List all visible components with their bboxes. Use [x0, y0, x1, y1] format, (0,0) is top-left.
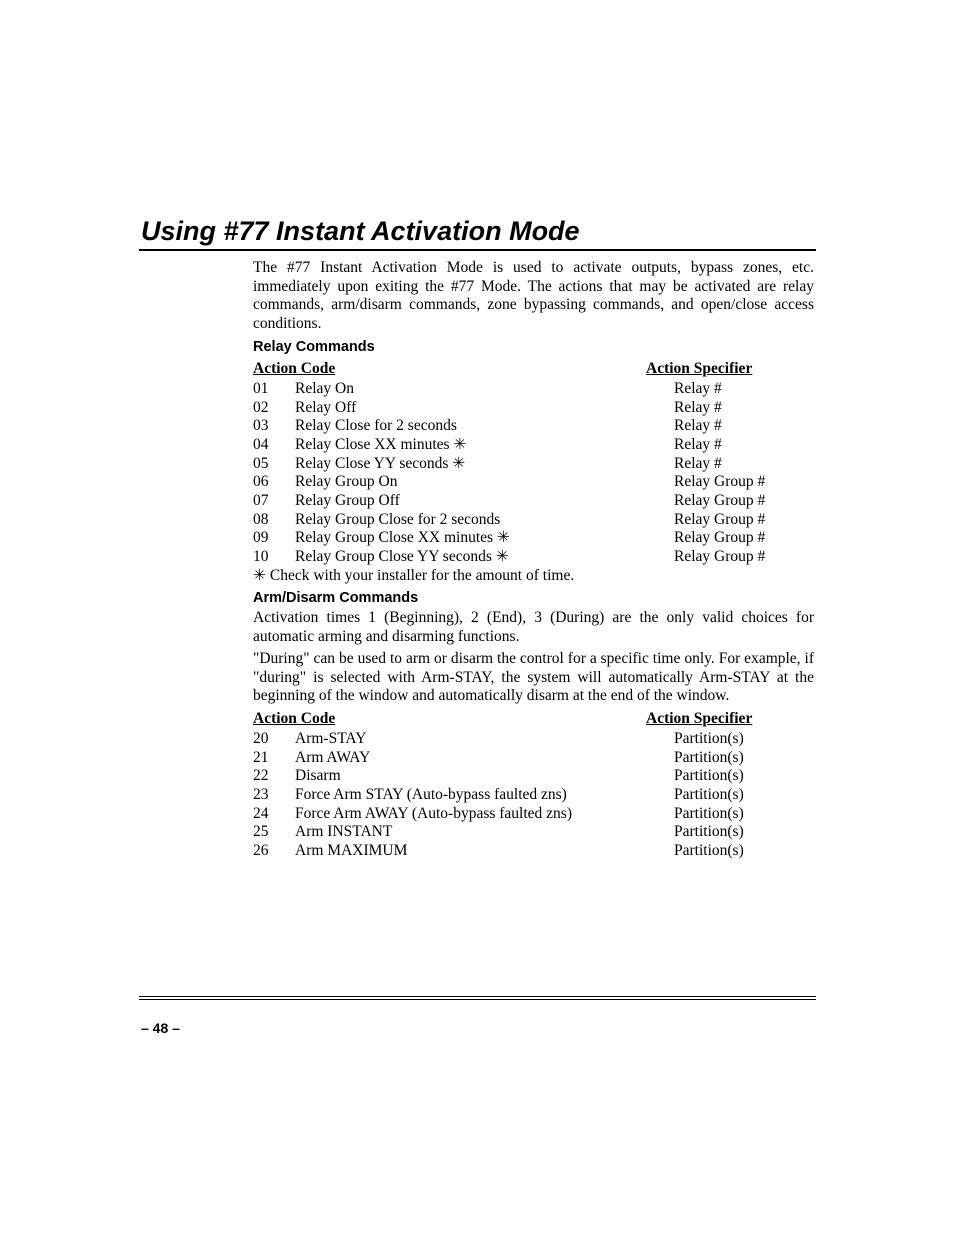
action-description: Disarm	[295, 767, 341, 785]
table-row	[253, 548, 814, 567]
table-row	[253, 436, 814, 455]
action-code: 03	[253, 417, 269, 435]
action-description: Relay On	[295, 379, 354, 397]
intro-paragraph: The #77 Instant Activation Mode is used to activate outputs, bypass zones, etc. immediately upon exiting the #77 Mode. The actions that may be activated are relay commands, arm/disarm commands, zone bypassing commands, and open/close access conditions.	[253, 259, 814, 333]
action-specifier: Partition(s)	[674, 785, 744, 803]
action-description: Relay Group Close YY seconds ✳	[295, 548, 509, 565]
action-code: 09	[253, 529, 269, 547]
action-code: 22	[253, 767, 269, 785]
action-code: 07	[253, 491, 269, 509]
action-description: Relay Group Off	[295, 491, 400, 509]
activation-times-paragraph: Activation times 1 (Beginning), 2 (End), 3 (During) are the only valid choices for automatic arming and disarming functions.	[253, 609, 814, 646]
action-description: Arm INSTANT	[295, 823, 393, 841]
table-row	[253, 511, 814, 530]
relay-table	[253, 380, 814, 567]
action-specifier: Partition(s)	[674, 767, 744, 785]
action-specifier: Relay Group #	[674, 529, 766, 547]
footer-rule-bottom	[139, 999, 816, 1000]
action-description: Relay Group On	[295, 473, 398, 491]
action-code: 10	[253, 548, 269, 565]
relay-action-code-header: Action Code	[253, 359, 336, 377]
action-code: 02	[253, 398, 269, 416]
table-row	[253, 529, 814, 548]
table-row	[253, 823, 814, 842]
action-specifier: Partition(s)	[674, 804, 744, 822]
action-specifier: Partition(s)	[674, 748, 744, 766]
action-description: Relay Group Close XX minutes ✳	[295, 529, 510, 547]
table-row	[253, 417, 814, 436]
action-description: Relay Close for 2 seconds	[295, 417, 457, 435]
footer-rule-top	[139, 996, 816, 997]
table-row	[253, 786, 814, 805]
table-row	[253, 380, 814, 399]
action-code: 06	[253, 473, 269, 491]
action-specifier: Relay #	[674, 454, 722, 472]
action-code: 23	[253, 785, 269, 803]
action-description: Relay Off	[295, 398, 357, 416]
action-description: Force Arm STAY (Auto-bypass faulted zns)	[295, 785, 567, 803]
action-code: 20	[253, 729, 269, 747]
arm-disarm-heading: Arm/Disarm Commands	[253, 590, 419, 607]
table-row	[253, 749, 814, 768]
arm-table	[253, 730, 814, 861]
main-content	[253, 259, 814, 861]
action-specifier: Partition(s)	[674, 842, 744, 860]
relay-action-specifier-header: Action Specifier	[646, 359, 753, 377]
table-row	[253, 492, 814, 511]
action-code: 25	[253, 823, 269, 841]
arm-action-code-header: Action Code	[253, 709, 336, 727]
table-row	[253, 399, 814, 418]
table-row	[253, 842, 814, 861]
action-description: Arm AWAY	[295, 748, 371, 766]
action-specifier: Relay Group #	[674, 473, 766, 491]
table-row	[253, 767, 814, 786]
table-row	[253, 455, 814, 474]
action-code: 24	[253, 804, 269, 822]
installer-note: ✳ Check with your installer for the amount of time.	[253, 566, 575, 584]
relay-commands-heading: Relay Commands	[253, 338, 375, 355]
action-specifier: Relay Group #	[674, 548, 766, 565]
action-specifier: Relay #	[674, 417, 722, 435]
table-row	[253, 730, 814, 749]
action-specifier: Relay #	[674, 398, 722, 416]
table-row	[253, 805, 814, 824]
arm-action-specifier-header: Action Specifier	[646, 709, 753, 727]
action-code: 04	[253, 435, 269, 453]
action-code: 01	[253, 379, 269, 397]
action-specifier: Relay #	[674, 379, 722, 397]
action-specifier: Partition(s)	[674, 729, 744, 747]
action-code: 08	[253, 510, 269, 528]
title-underline	[139, 249, 816, 251]
arm-table-header	[253, 709, 814, 730]
action-description: Force Arm AWAY (Auto-bypass faulted zns)	[295, 804, 572, 822]
page-title: Using #77 Instant Activation Mode	[141, 216, 580, 246]
action-description: Relay Close XX minutes ✳	[295, 435, 467, 453]
action-specifier: Relay Group #	[674, 510, 766, 528]
action-code: 21	[253, 748, 269, 766]
during-paragraph: "During" can be used to arm or disarm the control for a specific time only. For example, if "during" is selected with Arm-STAY, the system will automatically Arm-STAY at the beginning of the window and automatically disarm at the end of the window.	[253, 649, 814, 705]
action-code: 26	[253, 842, 269, 860]
action-description: Arm MAXIMUM	[295, 842, 408, 860]
page-number: – 48 –	[141, 1020, 180, 1036]
action-description: Relay Group Close for 2 seconds	[295, 510, 501, 528]
relay-table-header	[253, 359, 814, 380]
action-specifier: Relay Group #	[674, 491, 766, 509]
action-code: 05	[253, 454, 269, 472]
table-row	[253, 473, 814, 492]
action-description: Arm-STAY	[295, 729, 367, 747]
action-description: Relay Close YY seconds ✳	[295, 454, 466, 472]
action-specifier: Partition(s)	[674, 823, 744, 841]
action-specifier: Relay #	[674, 435, 722, 453]
